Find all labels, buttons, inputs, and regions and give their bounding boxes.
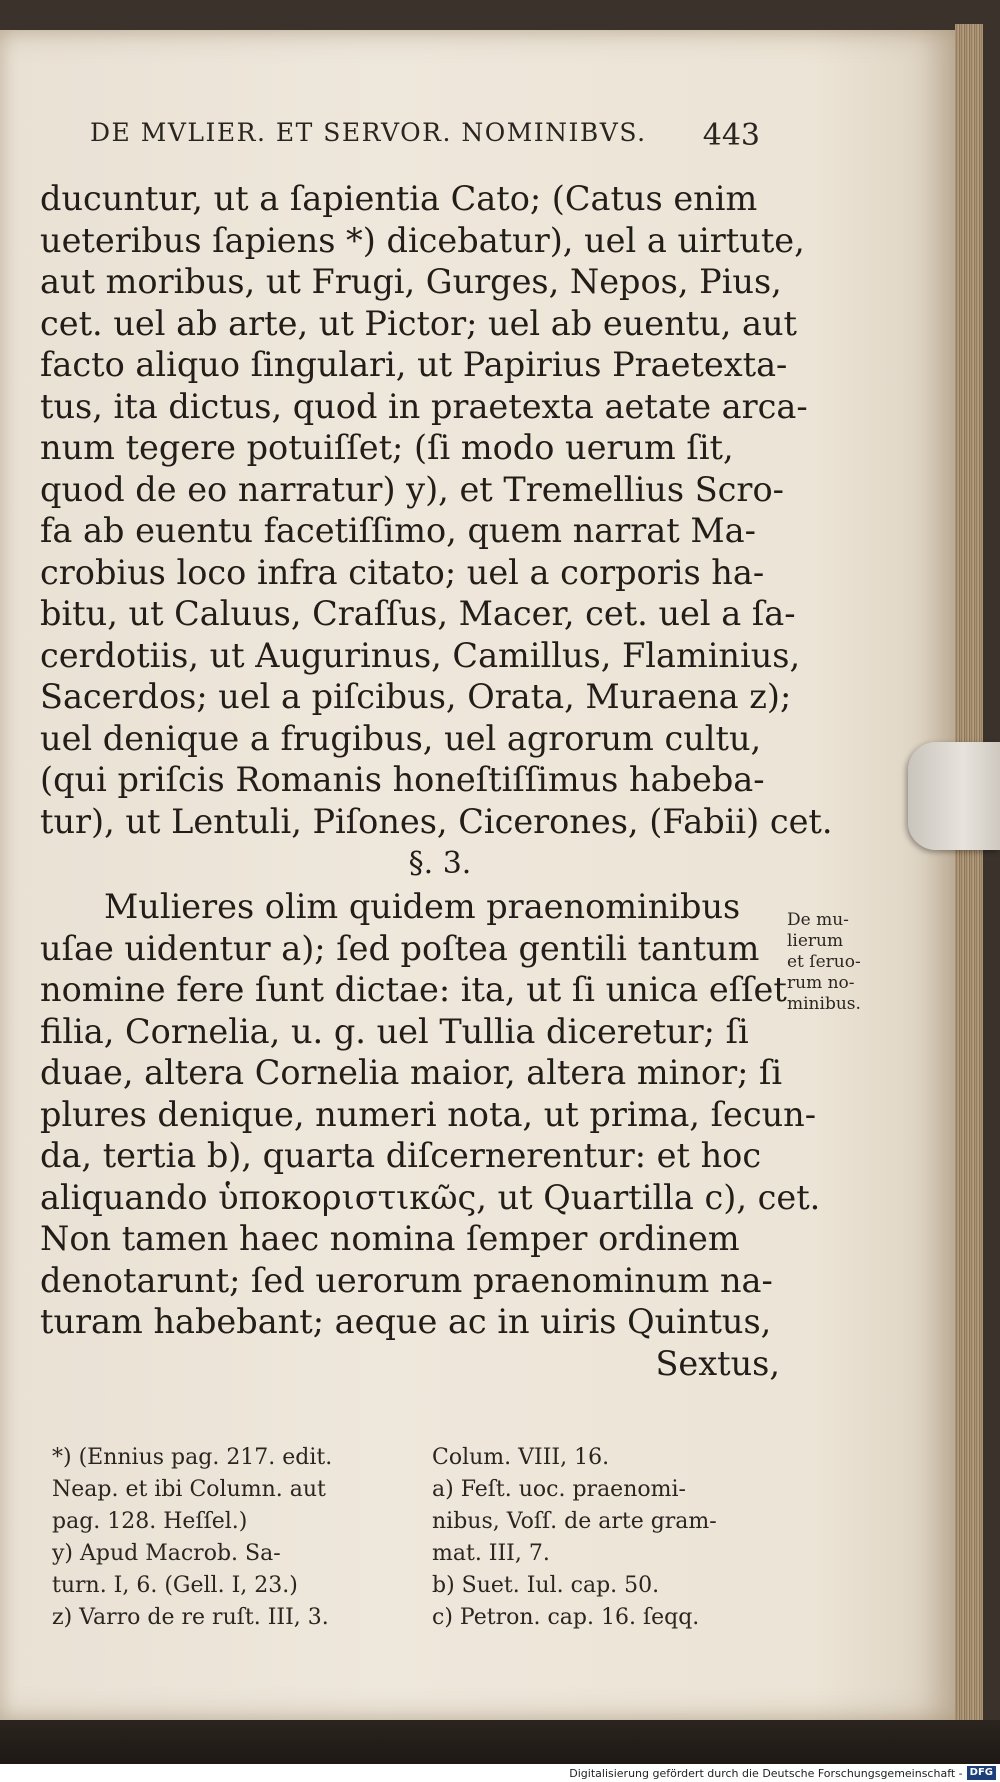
text-line: fa ab euentu facetiſſimo, quem narrat Ma- — [40, 511, 756, 550]
margin-note — [787, 910, 877, 1015]
text-line: bitu, ut Caluus, Craſſus, Macer, cet. uel a ſa- — [40, 594, 796, 633]
footnote-line: c) Petron. cap. 16. ſeqq. — [432, 1605, 700, 1630]
text-line: aut moribus, ut Frugi, Gurges, Nepos, Pius, — [40, 262, 782, 301]
credit-text: Digitalisierung gefördert durch die Deutsche Forschungsgemeinschaft - — [569, 1766, 963, 1780]
text-line: duae, altera Cornelia maior, altera minor; ſi — [40, 1053, 783, 1092]
footnote-line: Neap. et ibi Column. aut — [52, 1477, 326, 1502]
page-edge — [955, 24, 983, 1724]
footnote-line: Colum. VIII, 16. — [432, 1445, 610, 1470]
footnote-line: nibus, Voſſ. de arte gram- — [432, 1509, 717, 1534]
text-line: nomine fere ſunt dictae: ita, ut ſi unica eſſet — [40, 970, 787, 1009]
text-line: turam habebant; aeque ac in uiris Quintus, — [40, 1302, 772, 1341]
catchword: Sextus, — [655, 1343, 780, 1383]
section-heading: §. 3. — [408, 846, 472, 881]
text-line: tus, ita dictus, quod in praetexta aetate arca- — [40, 386, 808, 426]
text-line: uel denique a frugibus, uel agrorum cultu, — [40, 718, 762, 758]
text-line: cerdotiis, ut Augurinus, Camillus, Flaminius, — [40, 635, 801, 675]
footnote-line: *) (Ennius pag. 217. edit. — [52, 1445, 333, 1470]
text-line: denotarunt; ſed uerorum praenominum na- — [40, 1260, 773, 1300]
footnotes-left — [52, 1442, 412, 1634]
text-line: ducuntur, ut a ſapientia Cato; (Catus enim — [40, 179, 758, 218]
footnote-line: y) Apud Macrob. Sa- — [52, 1541, 281, 1566]
margin-note-line: lierum — [787, 931, 844, 951]
text-line: facto aliquo ſingulari, ut Papirius Praetexta- — [40, 345, 788, 384]
text-line: plures denique, numeri nota, ut prima, ſecun- — [40, 1094, 817, 1134]
footnote-line: pag. 128. Heſſel.) — [52, 1509, 248, 1534]
text-line: filia, Cornelia, u. g. uel Tullia diceretur; ſi — [40, 1011, 749, 1051]
text-line: da, tertia b), quarta diſcernerentur: et hoc — [40, 1136, 762, 1175]
book-bottom-edge — [0, 1720, 1000, 1764]
text-line: cet. uel ab arte, ut Pictor; uel ab euentu, aut — [40, 303, 798, 343]
text-line: aliquando ὑποκοριστικῶς, ut Quartilla c), cet. — [40, 1177, 821, 1217]
digitization-credit-bar — [0, 1764, 1000, 1782]
page-clip — [908, 742, 1000, 850]
margin-note-line: rum no- — [787, 973, 855, 993]
margin-note-line: minibus. — [787, 994, 861, 1014]
text-line: Non tamen haec nomina ſemper ordinem — [40, 1219, 740, 1258]
running-header — [90, 118, 760, 153]
footnote-line: a) Feſt. uoc. praenomi- — [432, 1477, 686, 1502]
text-line: num tegere potuiſſet; (ſi modo uerum ſit, — [40, 428, 734, 467]
dfg-logo: DFG — [967, 1766, 996, 1780]
text-line: Mulieres olim quidem praenominibus — [104, 887, 741, 926]
footnote-line: mat. III, 7. — [432, 1541, 550, 1566]
text-line: tur), ut Lentuli, Piſones, Cicerones, (Fabii) cet. — [40, 801, 833, 841]
margin-note-line: et ſeruo- — [787, 952, 861, 972]
footnote-line: z) Varro de re ruſt. III, 3. — [52, 1605, 329, 1630]
text-line: uſae uidentur a); ſed poſtea gentili tantum — [40, 928, 760, 968]
header-title: DE MVLIER. ET SERVOR. NOMINIBVS. — [90, 118, 647, 147]
footnote-line: b) Suet. Iul. cap. 50. — [432, 1573, 660, 1598]
text-line: ueteribus ſapiens *) dicebatur), uel a uirtute, — [40, 220, 805, 260]
margin-note-line: De mu- — [787, 910, 849, 930]
text-line: (qui priſcis Romanis honeſtiſſimus habeba- — [40, 760, 765, 799]
footnotes-right — [432, 1442, 792, 1634]
text-line: quod de eo narratur) y), et Tremellius Scro- — [40, 469, 784, 509]
page-number: 443 — [702, 118, 760, 153]
text-line: crobius loco infra citato; uel a corporis ha- — [40, 552, 765, 592]
text-line: Sacerdos; uel a piſcibus, Orata, Muraena z); — [40, 677, 792, 716]
footnote-line: turn. I, 6. (Gell. I, 23.) — [52, 1573, 298, 1598]
